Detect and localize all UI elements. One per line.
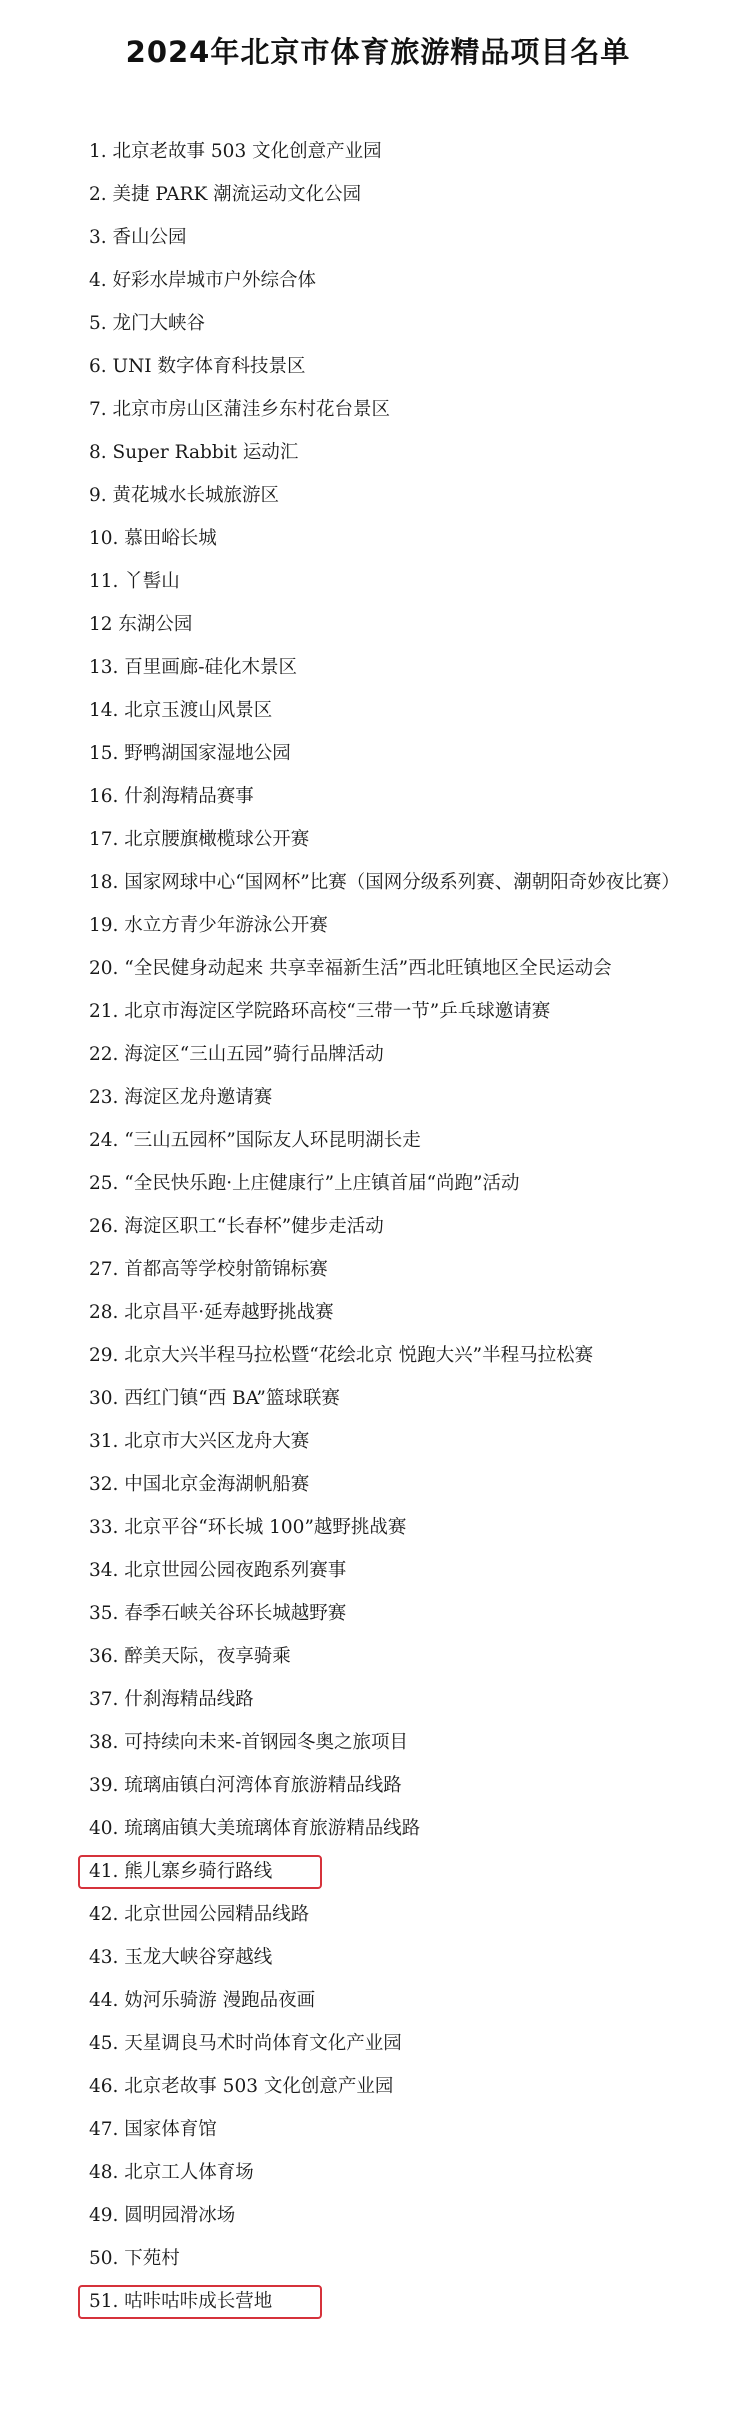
list-item: 50. 下苑村 bbox=[89, 2248, 180, 2269]
list-item bbox=[0, 861, 756, 904]
list-item: 5. 龙门大峡谷 bbox=[89, 313, 206, 334]
list-item: 42. 北京世园公园精品线路 bbox=[89, 1904, 310, 1925]
list-item: 33. 北京平谷“环长城 100”越野挑战赛 bbox=[89, 1517, 407, 1538]
list-item: 40. 琉璃庙镇大美琉璃体育旅游精品线路 bbox=[89, 1818, 421, 1839]
list-item: 28. 北京昌平·延寿越野挑战赛 bbox=[89, 1302, 334, 1323]
list-item-text: 51. 咕咔咕咔成长营地 bbox=[89, 2291, 273, 2312]
list-item: 15. 野鸭湖国家湿地公园 bbox=[89, 743, 291, 764]
list-item: 19. 水立方青少年游泳公开赛 bbox=[89, 915, 328, 936]
list-item: 37. 什刹海精品线路 bbox=[89, 1689, 254, 1710]
list-item-text: 20. “全民健身动起来 共享幸福新生活”西北旺镇地区全民运动会 bbox=[89, 958, 612, 979]
list-item: 10. 慕田峪长城 bbox=[89, 528, 217, 549]
list-item: 48. 北京工人体育场 bbox=[89, 2162, 254, 2183]
list-item: 25. “全民快乐跑·上庄健康行”上庄镇首届“尚跑”活动 bbox=[89, 1173, 520, 1194]
list-item: 34. 北京世园公园夜跑系列赛事 bbox=[89, 1560, 347, 1581]
list-item: 46. 北京老故事 503 文化创意产业园 bbox=[89, 2076, 394, 2097]
list-item: 8. Super Rabbit 运动汇 bbox=[89, 442, 299, 463]
list-item: 47. 国家体育馆 bbox=[89, 2119, 217, 2140]
list-item: 49. 圆明园滑冰场 bbox=[89, 2205, 236, 2226]
list-item: 21. 北京市海淀区学院路环高校“三带一节”乒乓球邀请赛 bbox=[89, 1001, 551, 1022]
highlight-box bbox=[78, 1855, 322, 1889]
list-item: 14. 北京玉渡山风景区 bbox=[89, 700, 273, 721]
list-item: 7. 北京市房山区蒲洼乡东村花台景区 bbox=[89, 399, 391, 420]
list-item: 13. 百里画廊-硅化木景区 bbox=[89, 657, 298, 678]
list-item: 6. UNI 数字体育科技景区 bbox=[89, 356, 306, 377]
list-item: 12 东湖公园 bbox=[89, 614, 193, 635]
list-item: 16. 什刹海精品赛事 bbox=[89, 786, 254, 807]
list-item: 39. 琉璃庙镇白河湾体育旅游精品线路 bbox=[89, 1775, 402, 1796]
list-item: 38. 可持续向未来-首钢园冬奥之旅项目 bbox=[89, 1732, 409, 1753]
list-item: 31. 北京市大兴区龙舟大赛 bbox=[89, 1431, 310, 1452]
page-title: 2024年北京市体育旅游精品项目名单 bbox=[125, 35, 631, 69]
list-item: 17. 北京腰旗橄榄球公开赛 bbox=[89, 829, 310, 850]
list-item: 36. 醉美天际，夜享骑乘 bbox=[89, 1646, 291, 1667]
list-item: 4. 好彩水岸城市户外综合体 bbox=[89, 270, 317, 291]
list-item: 22. 海淀区“三山五园”骑行品牌活动 bbox=[89, 1044, 384, 1065]
list-item bbox=[0, 1334, 756, 1377]
list-item: 3. 香山公园 bbox=[89, 227, 187, 248]
list-item-text: 18. 国家网球中心“国网杯”比赛（国网分级系列赛、潮朝阳奇妙夜比赛） bbox=[89, 872, 680, 893]
list-item-text: 29. 北京大兴半程马拉松暨“花绘北京 悦跑大兴”半程马拉松赛 bbox=[89, 1345, 594, 1366]
list-item: 35. 春季石峡关谷环长城越野赛 bbox=[89, 1603, 347, 1624]
list-item-text: 41. 熊儿寨乡骑行路线 bbox=[89, 1861, 273, 1882]
list-item bbox=[0, 947, 756, 990]
list-item: 44. 妫河乐骑游 漫跑品夜画 bbox=[89, 1990, 316, 2011]
list-item: 30. 西红门镇“西 BA”篮球联赛 bbox=[89, 1388, 340, 1409]
list-item: 23. 海淀区龙舟邀请赛 bbox=[89, 1087, 273, 1108]
list-item: 26. 海淀区职工“长春杯”健步走活动 bbox=[89, 1216, 384, 1237]
list-item: 32. 中国北京金海湖帆船赛 bbox=[89, 1474, 310, 1495]
list-item: 45. 天星调良马术时尚体育文化产业园 bbox=[89, 2033, 402, 2054]
list-item-highlighted bbox=[0, 2280, 756, 2323]
list-item: 43. 玉龙大峡谷穿越线 bbox=[89, 1947, 273, 1968]
list-item: 11. 丫髻山 bbox=[89, 571, 180, 592]
highlight-box bbox=[78, 2285, 322, 2319]
list-item-highlighted bbox=[0, 1850, 756, 1893]
list-item: 1. 北京老故事 503 文化创意产业园 bbox=[89, 141, 382, 162]
list-item: 9. 黄花城水长城旅游区 bbox=[89, 485, 280, 506]
list-item: 2. 美捷 PARK 潮流运动文化公园 bbox=[89, 184, 362, 205]
list-item: 24. “三山五园杯”国际友人环昆明湖长走 bbox=[89, 1130, 421, 1151]
list-item: 27. 首都高等学校射箭锦标赛 bbox=[89, 1259, 328, 1280]
project-list bbox=[0, 130, 756, 2323]
